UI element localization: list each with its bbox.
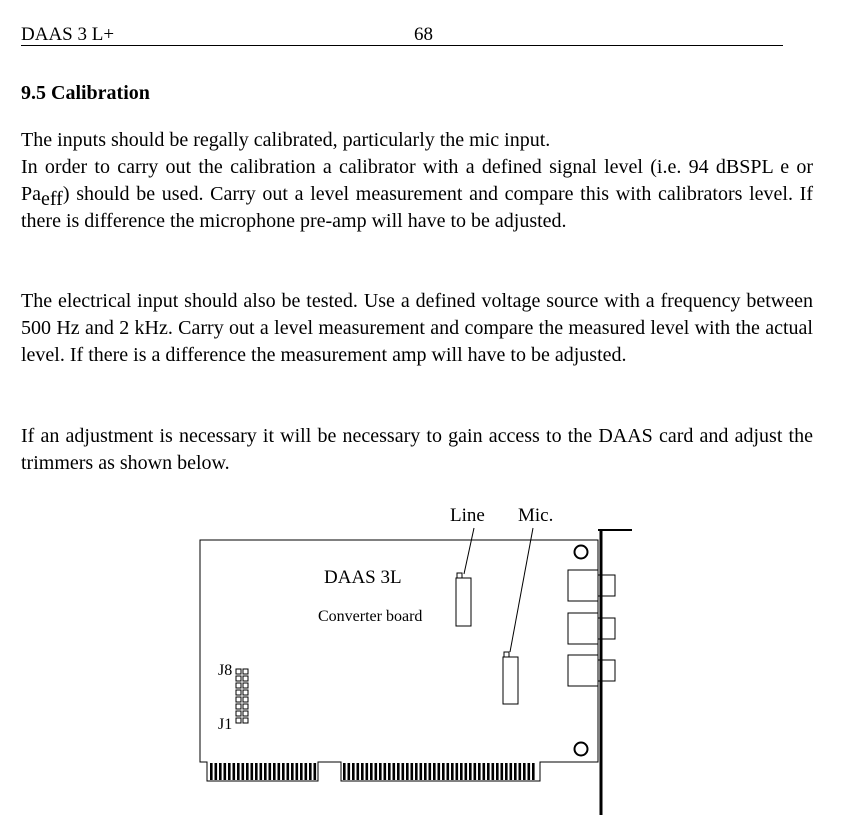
edge-finger <box>415 763 418 780</box>
edge-finger <box>352 763 355 780</box>
edge-finger <box>233 763 236 780</box>
edge-finger <box>242 763 245 780</box>
jumper-pin <box>243 676 248 681</box>
edge-finger <box>210 763 213 780</box>
edge-finger <box>282 763 285 780</box>
paragraph-text-a: In order to carry out the calibration a calibrator with a defined signal level (i.e. 94 dBSPL e or Pa <box>21 156 813 205</box>
edge-finger <box>478 763 481 780</box>
edge-finger <box>514 763 517 780</box>
paragraph-adjustment: If an adjustment is necessary it will be necessary to gain access to the DAAS card and adjust the trimmers as shown below. <box>21 425 813 474</box>
document-title: DAAS 3 L+ <box>21 24 115 45</box>
mount-hole-top <box>575 546 588 559</box>
jack-connector-3 <box>568 655 615 686</box>
jumper-pin <box>243 683 248 688</box>
edge-finger <box>438 763 441 780</box>
edge-finger <box>523 763 526 780</box>
edge-finger <box>447 763 450 780</box>
jumper-pin <box>236 669 241 674</box>
paragraph-electrical-input: The electrical input should also be tested. Use a defined voltage source with a frequency between 500 Hz and 2 kHz. Carry out a level measurement and compare the measured level with the actual level. If there is a difference the measurement amp will have to be adjusted. <box>21 290 813 366</box>
edge-finger <box>370 763 373 780</box>
edge-finger <box>296 763 299 780</box>
pointer-mic <box>510 528 533 652</box>
pointer-line <box>464 528 474 574</box>
edge-connector-fingers <box>210 763 535 780</box>
edge-finger <box>291 763 294 780</box>
edge-finger <box>375 763 378 780</box>
edge-finger <box>379 763 382 780</box>
edge-finger <box>300 763 303 780</box>
jumper-pin <box>236 690 241 695</box>
edge-finger <box>255 763 258 780</box>
jumper-pin <box>236 718 241 723</box>
edge-finger <box>465 763 468 780</box>
edge-finger <box>424 763 427 780</box>
edge-finger <box>357 763 360 780</box>
edge-finger <box>348 763 351 780</box>
jumper-pin-header <box>236 669 248 723</box>
trimmer-mic <box>503 652 518 704</box>
edge-finger <box>264 763 267 780</box>
paragraph-text-b: ) should be used. Carry out a level measurement and compare this with calibrators level. If there is difference the microphone pre-amp will have to be adjusted. <box>21 183 813 232</box>
jumper-pin <box>243 697 248 702</box>
jumper-pin <box>243 704 248 709</box>
jumper-pin <box>236 711 241 716</box>
edge-finger <box>483 763 486 780</box>
edge-finger <box>519 763 522 780</box>
edge-finger <box>361 763 364 780</box>
jumper-pin <box>236 676 241 681</box>
trimmer-line <box>456 573 471 626</box>
edge-finger <box>314 763 317 780</box>
jumper-pin <box>243 718 248 723</box>
edge-finger <box>451 763 454 780</box>
edge-finger <box>287 763 290 780</box>
jumper-pin <box>243 690 248 695</box>
jack-connector-1 <box>568 570 615 601</box>
edge-finger <box>442 763 445 780</box>
jumper-pin <box>236 697 241 702</box>
edge-finger <box>492 763 495 780</box>
edge-finger <box>411 763 414 780</box>
edge-finger <box>528 763 531 780</box>
edge-finger <box>269 763 272 780</box>
jumper-pin <box>243 669 248 674</box>
edge-finger <box>402 763 405 780</box>
jumper-pin <box>236 704 241 709</box>
edge-finger <box>273 763 276 780</box>
label-mic: Mic. <box>518 505 554 526</box>
edge-finger <box>343 763 346 780</box>
jumper-label-j8: J8 <box>218 662 233 679</box>
jumper-pin <box>243 711 248 716</box>
edge-finger <box>487 763 490 780</box>
page-number: 68 <box>414 24 433 45</box>
edge-finger <box>474 763 477 780</box>
edge-finger <box>433 763 436 780</box>
edge-finger <box>228 763 231 780</box>
edge-finger <box>219 763 222 780</box>
jumper-pin <box>236 683 241 688</box>
jumper-label-j1: J1 <box>218 716 233 733</box>
edge-finger <box>505 763 508 780</box>
edge-finger <box>224 763 227 780</box>
edge-finger <box>215 763 218 780</box>
edge-finger <box>393 763 396 780</box>
edge-finger <box>384 763 387 780</box>
section-heading: 9.5 Calibration <box>21 82 150 104</box>
edge-finger <box>388 763 391 780</box>
edge-finger <box>278 763 281 780</box>
mount-hole-bottom <box>575 743 588 756</box>
subscript-eff: eff <box>41 188 63 210</box>
label-line: Line <box>450 505 485 526</box>
edge-finger <box>456 763 459 780</box>
edge-finger <box>460 763 463 780</box>
edge-finger <box>406 763 409 780</box>
edge-finger <box>260 763 263 780</box>
edge-finger <box>251 763 254 780</box>
edge-finger <box>237 763 240 780</box>
jack-connector-2 <box>568 613 615 644</box>
edge-finger <box>469 763 472 780</box>
edge-finger <box>420 763 423 780</box>
edge-finger <box>366 763 369 780</box>
edge-finger <box>532 763 535 780</box>
edge-finger <box>246 763 249 780</box>
board-name: DAAS 3L <box>324 567 402 588</box>
edge-finger <box>397 763 400 780</box>
edge-finger <box>309 763 312 780</box>
edge-finger <box>510 763 513 780</box>
edge-finger <box>305 763 308 780</box>
edge-finger <box>501 763 504 780</box>
edge-finger <box>496 763 499 780</box>
edge-finger <box>429 763 432 780</box>
board-subtitle: Converter board <box>318 608 423 625</box>
paragraph-first-line: The inputs should be regally calibrated, particularly the mic input. <box>21 129 551 151</box>
